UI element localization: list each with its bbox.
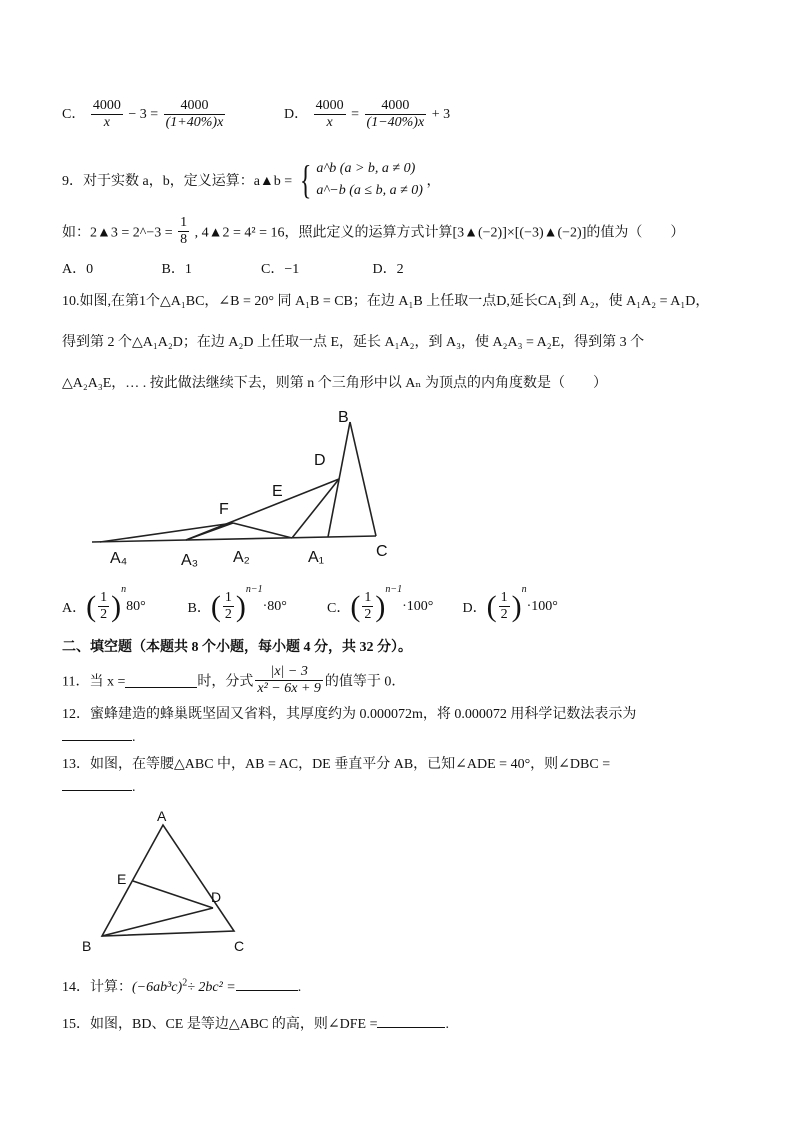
q8-c-den1: x xyxy=(103,115,110,131)
q14-end: . xyxy=(297,980,302,995)
q14 xyxy=(62,976,301,996)
q8-d-fraction-2 xyxy=(365,98,427,131)
q15-pre: 15．如图，BD、CE 是等边△ABC 的高，则∠DFE = xyxy=(62,1017,378,1032)
q10-d-half xyxy=(499,590,510,623)
q10-line-3: △A₂A₃E，… . 按此做法继续下去，则第 n 个三角形中以 Aₙ 为顶点的内角度数是（ ） xyxy=(62,376,607,391)
q14-answer-blank[interactable] xyxy=(236,976,298,991)
q10-label-a3: A₃ xyxy=(181,552,199,569)
q8-c-fraction-2 xyxy=(164,98,226,131)
q10-label-f: F xyxy=(219,501,229,518)
q13-answer-line xyxy=(62,776,136,796)
q13-label-a: A xyxy=(157,808,167,824)
q9-example-den: 8 xyxy=(180,232,188,248)
q12-answer-blank[interactable] xyxy=(62,726,132,741)
q8-d-den2: (1−40%)x xyxy=(366,115,425,131)
q10-label-b: B xyxy=(338,409,349,426)
q10-line-1: 10.如图,在第1个△A₁BC，∠B = 20° 同 A₁B = CB；在边 A₁B 上任取一点D,延长CA₁到 A₂，使 A₁A₂ = A₁D， xyxy=(62,294,710,309)
q10-edge-fa2 xyxy=(233,523,292,538)
q10-label-a2: A₂ xyxy=(233,549,250,566)
q13-label-d: D xyxy=(211,889,222,905)
q13-answer-blank[interactable] xyxy=(62,776,132,791)
q8-d-num1: 4000 xyxy=(314,98,346,115)
q9-definition xyxy=(62,158,440,202)
q8-option-c-label: C． xyxy=(62,106,86,122)
q9-case-2: a^−b (a ≤ b, a ≠ 0) xyxy=(316,183,423,198)
q10-label-c: C xyxy=(376,543,388,560)
q9-example xyxy=(62,215,684,248)
q8-option-c xyxy=(62,98,227,131)
q10-line-2: 得到第 2 个△A₁A₂D；在边 A₂D 上任取一点 E，延长 A₁A₂，到 A₃，使 A₂A₃ = A₂E，得到第 3 个 xyxy=(62,335,645,350)
q10-option-b-label: B． xyxy=(187,600,211,616)
q10-label-d: D xyxy=(314,452,326,469)
q12-answer-line xyxy=(62,726,136,746)
q10-option-d-tail: ·100° xyxy=(526,598,558,614)
q12-line-1: 12．蜜蜂建造的蜂巢既坚固又省料，其厚度约为 0.000072m，将 0.000072 用科学记数法表示为 xyxy=(62,707,637,722)
q8-d-num2: 4000 xyxy=(365,98,427,115)
q10-paren: ( xyxy=(210,589,221,623)
q11-answer-blank[interactable] xyxy=(125,673,197,688)
q9-comma: ， xyxy=(426,174,441,189)
q9-case-1: a^b (a > b, a ≠ 0) xyxy=(316,161,416,176)
q10-option-c-label: C． xyxy=(327,600,351,616)
q11-pre: 11．当 x = xyxy=(62,674,126,690)
q15-end: . xyxy=(445,1017,449,1032)
q9-intro: 9．对于实数 a，b，定义运算：a▲b = xyxy=(62,174,293,189)
q10-option-d-exp: n xyxy=(521,584,527,595)
q10-paren: ( xyxy=(86,589,97,623)
q10-c-half xyxy=(362,590,373,623)
q11 xyxy=(62,664,405,697)
q10-option-b-tail: ·80° xyxy=(262,598,287,614)
q9-example-post: , 4▲2 = 4² = 16，照此定义的运算方式计算[3▲(−2)]×[(−3)▲(−2)]的值为（ ） xyxy=(194,225,685,241)
q8-option-d xyxy=(284,98,450,131)
q10-figure xyxy=(80,400,410,575)
q8-d-den1: x xyxy=(326,115,333,131)
q10-c-half-den: 2 xyxy=(364,607,372,623)
q10-d-half-den: 2 xyxy=(500,607,508,623)
q10-a-half xyxy=(98,590,109,623)
q8-c-num1: 4000 xyxy=(91,98,123,115)
q8-c-den2: (1+40%)x xyxy=(165,115,224,131)
q9-option-b: B．1 xyxy=(161,262,192,277)
q10-c-half-num: 1 xyxy=(362,590,373,607)
q8-d-plus: + 3 xyxy=(431,106,451,122)
q10-label-a4: A₄ xyxy=(110,550,128,567)
q10-option-c xyxy=(327,584,459,623)
q10-paren: ) xyxy=(111,589,122,623)
q9-option-c: C．−1 xyxy=(261,262,300,277)
q10-label-e: E xyxy=(272,483,283,500)
q15-answer-blank[interactable] xyxy=(377,1013,445,1028)
q10-paren: ( xyxy=(486,589,497,623)
q10-option-d-label: D． xyxy=(462,600,487,616)
q11-den: x² − 6x + 9 xyxy=(257,681,321,697)
section-2-title: 二、填空题（本题共 8 个小题，每小题 4 分，共 32 分）。 xyxy=(62,640,412,655)
q14-expr: (−6ab³c) xyxy=(132,980,183,995)
q11-post: 的值等于 0． xyxy=(324,674,406,690)
q10-b-half-num: 1 xyxy=(223,590,234,607)
q10-b-half-den: 2 xyxy=(224,607,232,623)
q10-option-b xyxy=(188,584,324,623)
q10-b-half xyxy=(223,590,234,623)
q9-cases xyxy=(316,158,423,202)
q10-option-b-exp: n−1 xyxy=(245,584,263,595)
q8-option-d-label: D． xyxy=(284,106,309,122)
q8-c-fraction-1 xyxy=(91,98,123,131)
q10-option-c-tail: ·100° xyxy=(402,598,434,614)
q8-d-eq: = xyxy=(351,106,360,122)
q8-d-fraction-1 xyxy=(314,98,346,131)
q13-label-e: E xyxy=(117,871,127,887)
q9-option-d: D．2 xyxy=(372,262,404,277)
q11-mid: 时，分式 xyxy=(197,674,254,690)
q14-post: ÷ 2bc² = xyxy=(187,980,236,995)
q13-label-b: B xyxy=(82,938,92,954)
q9-option-a: A．0 xyxy=(62,262,94,277)
q10-option-a-exp: n xyxy=(121,584,127,595)
q10-options xyxy=(62,584,558,623)
q15 xyxy=(62,1013,449,1033)
q10-label-a1: A₁ xyxy=(308,549,325,566)
q9-example-fraction xyxy=(178,215,189,248)
q14-pre: 14．计算： xyxy=(62,980,132,995)
q13-figure xyxy=(76,805,256,955)
q13-segment-ed xyxy=(133,881,213,908)
q10-d-half-num: 1 xyxy=(499,590,510,607)
q10-paren: ) xyxy=(375,589,386,623)
q14-exp: 2 xyxy=(182,977,188,989)
q13-label-c: C xyxy=(234,938,245,954)
q9-brace: { xyxy=(299,157,312,202)
q9-options xyxy=(62,258,404,278)
q10-option-a xyxy=(62,584,184,623)
q9-example-num: 1 xyxy=(178,215,189,232)
q11-num: |x| − 3 xyxy=(255,664,323,681)
q13-end: . xyxy=(132,780,136,795)
q10-option-a-label: A． xyxy=(62,600,87,616)
q10-a-half-num: 1 xyxy=(98,590,109,607)
q10-option-a-tail: 80° xyxy=(126,598,146,614)
q10-option-c-exp: n−1 xyxy=(385,584,403,595)
q11-fraction xyxy=(255,664,323,697)
q10-option-d xyxy=(463,584,558,623)
q9-example-pre: 如：2▲3 = 2^−3 = xyxy=(62,225,173,241)
q13-line-1: 13．如图，在等腰△ABC 中，AB = AC，DE 垂直平分 AB，已知∠ADE = 40°，则∠DBC = xyxy=(62,757,611,772)
q10-edge-bc xyxy=(350,422,376,536)
q10-paren: ( xyxy=(350,589,361,623)
q10-a-half-den: 2 xyxy=(100,607,108,623)
q12-end: . xyxy=(132,730,136,745)
q8-c-num2: 4000 xyxy=(164,98,226,115)
q10-paren: ) xyxy=(235,589,246,623)
q8-c-minus: − 3 = xyxy=(128,106,159,122)
q10-paren: ) xyxy=(511,589,522,623)
